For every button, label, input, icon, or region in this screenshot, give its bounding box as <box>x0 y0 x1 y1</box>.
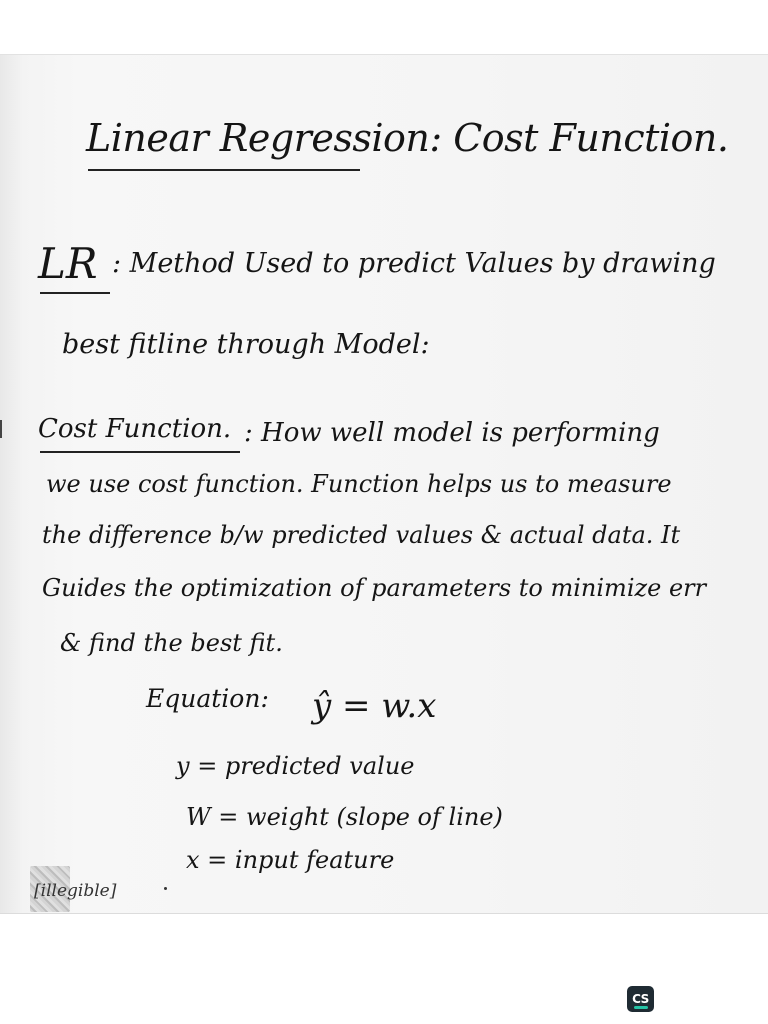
definition-predicted-value: y = predicted value <box>176 752 415 780</box>
lr-definition-line-1: : Method Used to predict Values by drawing <box>112 248 716 279</box>
scan-dot <box>164 887 167 890</box>
scan-stamp-text: [illegible] <box>34 881 117 901</box>
cost-function-line-2: we use cost function. Function helps us to measure <box>46 470 672 498</box>
cost-function-label: Cost Function. <box>38 414 232 444</box>
cost-function-line-1: : How well model is performing <box>244 418 660 448</box>
page-title: Linear Regression: Cost Function. <box>86 116 729 160</box>
lr-label: LR <box>38 239 98 288</box>
lr-definition-line-2: best fitline through Model: <box>62 329 430 360</box>
camscanner-logo-accent <box>634 1006 648 1009</box>
equation: ŷ = w.x <box>312 686 437 726</box>
title-underline <box>88 169 360 171</box>
cost-function-line-5: & find the best fit. <box>60 629 283 657</box>
cost-function-line-3: the difference b/w predicted values & actual data. It <box>42 521 681 549</box>
cost-function-underline <box>40 451 240 453</box>
cost-function-line-4: Guides the optimization of parameters to minimize err <box>42 574 707 602</box>
definition-input-feature: x = input feature <box>186 846 395 874</box>
equation-label: Equation: <box>146 684 269 713</box>
camscanner-logo-text: CS <box>632 992 649 1006</box>
definition-weight: W = weight (slope of line) <box>186 803 503 831</box>
lr-underline <box>40 292 110 294</box>
margin-mark <box>0 420 2 438</box>
